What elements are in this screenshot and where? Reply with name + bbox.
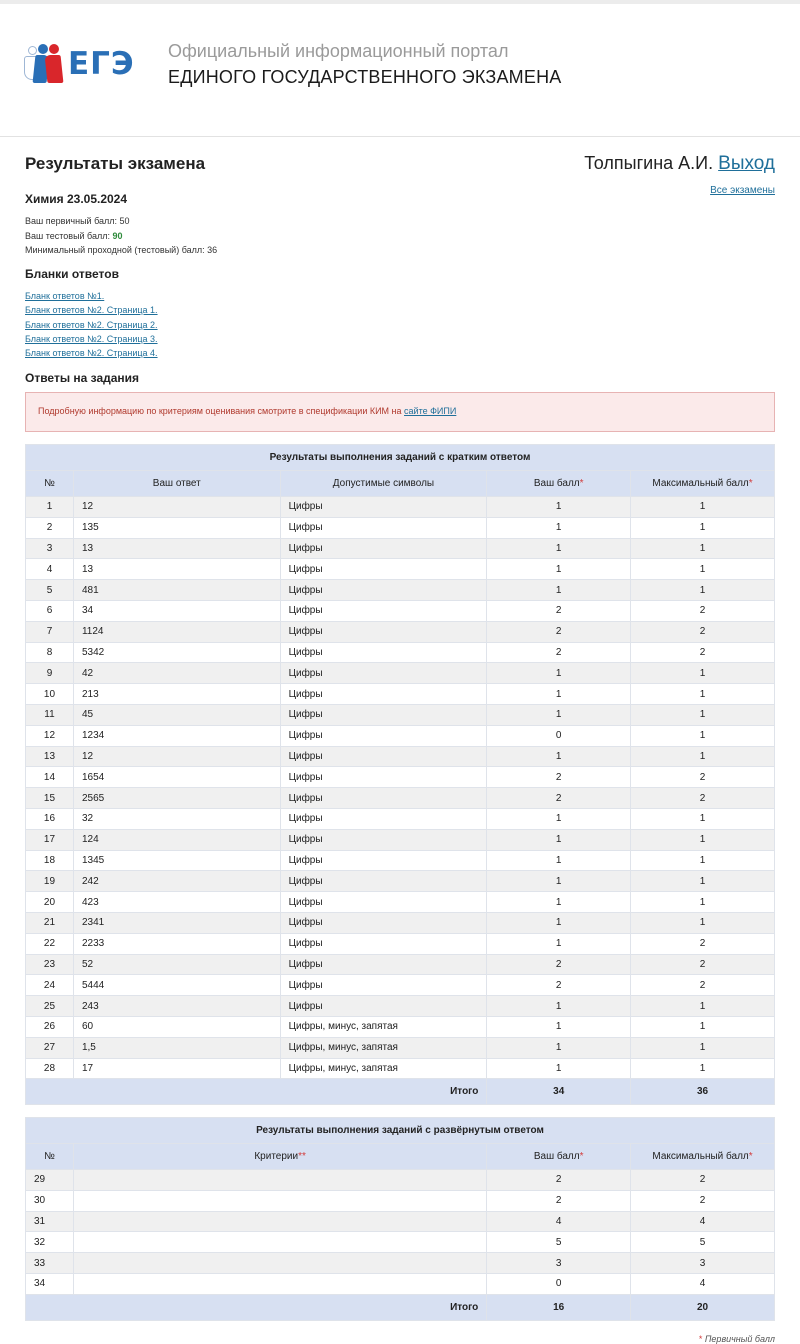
all-exams-link[interactable]: Все экзамены [710, 185, 775, 196]
answer-cell: 1234 [73, 725, 280, 746]
answer-cell: 13 [73, 559, 280, 580]
answer-cell: 52 [73, 954, 280, 975]
table-row [26, 725, 775, 746]
score-cell: 1 [487, 580, 631, 601]
col-max: Максимальный балл* [631, 1144, 775, 1170]
score-cell: 2 [487, 621, 631, 642]
logout-link[interactable]: Выход [718, 153, 775, 174]
table-row [26, 1211, 775, 1232]
task-number: 32 [26, 1232, 74, 1253]
max-score-cell: 5 [631, 1232, 775, 1253]
score-cell: 2 [487, 1190, 631, 1211]
max-score-cell: 4 [631, 1211, 775, 1232]
people-logo-icon [24, 42, 66, 86]
table-row [26, 975, 775, 996]
criteria-cell [73, 1273, 486, 1294]
task-number: 2 [26, 517, 74, 538]
table-row [26, 912, 775, 933]
long-total-score: 16 [487, 1294, 631, 1320]
symbols-cell: Цифры [280, 538, 487, 559]
score-cell: 1 [487, 1037, 631, 1058]
table-row [26, 517, 775, 538]
answer-cell: 45 [73, 704, 280, 725]
symbols-cell: Цифры [280, 497, 487, 518]
min-score-label: Минимальный проходной (тестовый) балл: [25, 245, 208, 255]
col-num: № [26, 1144, 74, 1170]
test-score-value: 90 [112, 231, 123, 241]
criteria-cell [73, 1190, 486, 1211]
answer-cell: 1124 [73, 621, 280, 642]
table-row [26, 892, 775, 913]
table-row [26, 933, 775, 954]
answer-cell: 242 [73, 871, 280, 892]
table-row [26, 704, 775, 725]
user-name: Толпыгина А.И. [584, 153, 714, 173]
symbols-cell: Цифры [280, 996, 487, 1017]
task-number: 1 [26, 497, 74, 518]
score-cell: 1 [487, 996, 631, 1017]
score-cell: 2 [487, 788, 631, 809]
max-score-cell: 2 [631, 642, 775, 663]
symbols-cell: Цифры [280, 621, 487, 642]
long-table-caption: Результаты выполнения заданий с развёрнутым ответом [26, 1118, 775, 1144]
answer-cell: 2233 [73, 933, 280, 954]
task-number: 18 [26, 850, 74, 871]
symbols-cell: Цифры [280, 704, 487, 725]
portal-subtitle: Официальный информационный портал [168, 41, 509, 61]
task-number: 6 [26, 600, 74, 621]
symbols-cell: Цифры [280, 850, 487, 871]
min-score [25, 245, 217, 255]
page-title: Результаты экзамена [25, 154, 206, 173]
task-number: 30 [26, 1190, 74, 1211]
score-cell: 1 [487, 559, 631, 580]
max-score-cell: 1 [631, 725, 775, 746]
short-total-label: Итого [26, 1079, 487, 1105]
max-score-cell: 1 [631, 497, 775, 518]
symbols-cell: Цифры, минус, запятая [280, 1037, 487, 1058]
answer-cell: 60 [73, 1016, 280, 1037]
answer-cell: 243 [73, 996, 280, 1017]
score-cell: 1 [487, 1058, 631, 1079]
criteria-cell [73, 1253, 486, 1274]
task-number: 4 [26, 559, 74, 580]
fipi-link[interactable]: сайте ФИПИ [404, 406, 457, 416]
blank-link-1[interactable]: Бланк ответов №1. [25, 291, 105, 301]
user-box [584, 153, 775, 175]
symbols-cell: Цифры [280, 954, 487, 975]
max-score-cell: 1 [631, 808, 775, 829]
table-row [26, 767, 775, 788]
max-score-cell: 2 [631, 954, 775, 975]
symbols-cell: Цифры [280, 663, 487, 684]
answer-cell: 17 [73, 1058, 280, 1079]
task-number: 23 [26, 954, 74, 975]
table-row [26, 996, 775, 1017]
task-number: 24 [26, 975, 74, 996]
primary-score-label: Ваш первичный балл: [25, 216, 120, 226]
score-cell: 0 [487, 725, 631, 746]
blank-link-2-page-2[interactable]: Бланк ответов №2. Страница 2. [25, 320, 158, 330]
max-score-cell: 2 [631, 933, 775, 954]
answer-cell: 481 [73, 580, 280, 601]
score-cell: 1 [487, 912, 631, 933]
score-cell: 3 [487, 1253, 631, 1274]
task-number: 20 [26, 892, 74, 913]
exam-title: Химия 23.05.2024 [25, 192, 128, 206]
max-score-cell: 2 [631, 975, 775, 996]
logo-text: ЕГЭ [68, 46, 135, 82]
task-number: 22 [26, 933, 74, 954]
answer-cell: 135 [73, 517, 280, 538]
symbols-cell: Цифры [280, 829, 487, 850]
col-symbols: Допустимые символы [280, 471, 487, 497]
score-cell: 1 [487, 538, 631, 559]
answer-cell: 423 [73, 892, 280, 913]
task-number: 17 [26, 829, 74, 850]
min-score-value: 36 [207, 245, 218, 255]
score-cell: 2 [487, 642, 631, 663]
max-score-cell: 1 [631, 850, 775, 871]
score-cell: 2 [487, 975, 631, 996]
task-number: 14 [26, 767, 74, 788]
task-number: 12 [26, 725, 74, 746]
max-score-cell: 1 [631, 559, 775, 580]
table-row [26, 600, 775, 621]
answer-cell: 1654 [73, 767, 280, 788]
table-row [26, 1190, 775, 1211]
test-score-label: Ваш тестовый балл: [25, 231, 113, 241]
table-row [26, 497, 775, 518]
task-number: 26 [26, 1016, 74, 1037]
max-score-cell: 1 [631, 892, 775, 913]
symbols-cell: Цифры [280, 892, 487, 913]
blank-link-2-page-3[interactable]: Бланк ответов №2. Страница 3. [25, 334, 158, 344]
answer-cell: 12 [73, 497, 280, 518]
table-row [26, 1273, 775, 1294]
task-number: 7 [26, 621, 74, 642]
symbols-cell: Цифры [280, 767, 487, 788]
task-number: 33 [26, 1253, 74, 1274]
symbols-cell: Цифры [280, 725, 487, 746]
table-row [26, 1253, 775, 1274]
long-answer-table [25, 1117, 775, 1321]
score-cell: 1 [487, 746, 631, 767]
max-score-cell: 1 [631, 912, 775, 933]
answer-cell: 213 [73, 684, 280, 705]
task-number: 13 [26, 746, 74, 767]
symbols-cell: Цифры [280, 975, 487, 996]
score-cell: 1 [487, 871, 631, 892]
long-total-label: Итого [26, 1294, 487, 1320]
max-score-cell: 1 [631, 1037, 775, 1058]
max-score-cell: 1 [631, 538, 775, 559]
symbols-cell: Цифры [280, 933, 487, 954]
task-number: 11 [26, 704, 74, 725]
score-cell: 1 [487, 1016, 631, 1037]
task-number: 15 [26, 788, 74, 809]
short-total-score: 34 [487, 1079, 631, 1105]
table-row [26, 871, 775, 892]
answer-cell: 124 [73, 829, 280, 850]
max-score-cell: 1 [631, 704, 775, 725]
col-answer: Ваш ответ [73, 471, 280, 497]
task-number: 34 [26, 1273, 74, 1294]
table-row [26, 559, 775, 580]
primary-score [25, 216, 130, 226]
task-number: 3 [26, 538, 74, 559]
symbols-cell: Цифры [280, 808, 487, 829]
criteria-cell [73, 1232, 486, 1253]
table-row [26, 580, 775, 601]
max-score-cell: 2 [631, 600, 775, 621]
answer-cell: 5342 [73, 642, 280, 663]
answer-cell: 5444 [73, 975, 280, 996]
short-answer-table [25, 444, 775, 1105]
score-cell: 1 [487, 829, 631, 850]
task-number: 31 [26, 1211, 74, 1232]
col-criteria: Критерии** [73, 1144, 486, 1170]
max-score-cell: 1 [631, 517, 775, 538]
task-number: 28 [26, 1058, 74, 1079]
table-row [26, 621, 775, 642]
max-score-cell: 3 [631, 1253, 775, 1274]
max-score-cell: 2 [631, 767, 775, 788]
max-score-cell: 1 [631, 871, 775, 892]
symbols-cell: Цифры [280, 684, 487, 705]
short-total-max: 36 [631, 1079, 775, 1105]
score-cell: 1 [487, 850, 631, 871]
table-row [26, 1037, 775, 1058]
site-header [0, 4, 800, 137]
task-number: 10 [26, 684, 74, 705]
answer-cell: 1345 [73, 850, 280, 871]
table-row [26, 1058, 775, 1079]
table-row [26, 850, 775, 871]
max-score-cell: 2 [631, 621, 775, 642]
table-row [26, 663, 775, 684]
primary-score-value: 50 [119, 216, 130, 226]
max-score-cell: 1 [631, 746, 775, 767]
score-cell: 2 [487, 600, 631, 621]
score-cell: 1 [487, 517, 631, 538]
blanks-title: Бланки ответов [25, 267, 119, 281]
symbols-cell: Цифры [280, 871, 487, 892]
symbols-cell: Цифры [280, 559, 487, 580]
table-row [26, 788, 775, 809]
answer-cell: 42 [73, 663, 280, 684]
score-cell: 2 [487, 767, 631, 788]
score-cell: 0 [487, 1273, 631, 1294]
max-score-cell: 1 [631, 684, 775, 705]
table-row [26, 684, 775, 705]
short-table-caption: Результаты выполнения заданий с кратким ответом [26, 445, 775, 471]
symbols-cell: Цифры, минус, запятая [280, 1058, 487, 1079]
score-cell: 1 [487, 663, 631, 684]
table-row [26, 808, 775, 829]
answer-cell: 2341 [73, 912, 280, 933]
criteria-cell [73, 1211, 486, 1232]
task-number: 16 [26, 808, 74, 829]
score-cell: 2 [487, 1170, 631, 1191]
task-number: 25 [26, 996, 74, 1017]
ege-logo[interactable] [24, 42, 139, 86]
score-cell: 1 [487, 892, 631, 913]
answer-cell: 34 [73, 600, 280, 621]
symbols-cell: Цифры [280, 517, 487, 538]
answer-cell: 13 [73, 538, 280, 559]
portal-title: ЕДИНОГО ГОСУДАРСТВЕННОГО ЭКЗАМЕНА [168, 67, 562, 87]
symbols-cell: Цифры [280, 642, 487, 663]
max-score-cell: 2 [631, 1190, 775, 1211]
table-row [26, 1016, 775, 1037]
long-total-max: 20 [631, 1294, 775, 1320]
notice-text: Подробную информацию по критериям оценивания смотрите в спецификации КИМ на [38, 406, 405, 416]
score-cell: 1 [487, 497, 631, 518]
symbols-cell: Цифры [280, 580, 487, 601]
answer-cell: 32 [73, 808, 280, 829]
score-cell: 1 [487, 808, 631, 829]
test-score [25, 231, 123, 241]
task-number: 21 [26, 912, 74, 933]
max-score-cell: 1 [631, 1058, 775, 1079]
symbols-cell: Цифры [280, 600, 487, 621]
task-number: 9 [26, 663, 74, 684]
table-row [26, 829, 775, 850]
max-score-cell: 2 [631, 788, 775, 809]
symbols-cell: Цифры [280, 912, 487, 933]
score-cell: 1 [487, 704, 631, 725]
task-number: 8 [26, 642, 74, 663]
score-cell: 2 [487, 954, 631, 975]
max-score-cell: 1 [631, 829, 775, 850]
footnote-primary-score: * Первичный балл [698, 1334, 775, 1344]
symbols-cell: Цифры [280, 788, 487, 809]
score-cell: 1 [487, 684, 631, 705]
score-cell: 5 [487, 1232, 631, 1253]
max-score-cell: 1 [631, 580, 775, 601]
table-row [26, 642, 775, 663]
max-score-cell: 1 [631, 663, 775, 684]
score-cell: 4 [487, 1211, 631, 1232]
max-score-cell: 4 [631, 1273, 775, 1294]
table-row [26, 746, 775, 767]
col-score: Ваш балл* [487, 1144, 631, 1170]
max-score-cell: 1 [631, 1016, 775, 1037]
blank-link-2-page-1[interactable]: Бланк ответов №2. Страница 1. [25, 305, 158, 315]
task-number: 5 [26, 580, 74, 601]
blank-link-2-page-4[interactable]: Бланк ответов №2. Страница 4. [25, 348, 158, 358]
col-score: Ваш балл* [487, 471, 631, 497]
symbols-cell: Цифры [280, 746, 487, 767]
col-num: № [26, 471, 74, 497]
task-number: 27 [26, 1037, 74, 1058]
answer-cell: 12 [73, 746, 280, 767]
task-number: 29 [26, 1170, 74, 1191]
max-score-cell: 1 [631, 996, 775, 1017]
criteria-cell [73, 1170, 486, 1191]
criteria-notice [25, 392, 775, 432]
symbols-cell: Цифры, минус, запятая [280, 1016, 487, 1037]
max-score-cell: 2 [631, 1170, 775, 1191]
table-row [26, 538, 775, 559]
score-cell: 1 [487, 933, 631, 954]
table-row [26, 1170, 775, 1191]
answer-cell: 1,5 [73, 1037, 280, 1058]
answer-cell: 2565 [73, 788, 280, 809]
col-max: Максимальный балл* [631, 471, 775, 497]
table-row [26, 1232, 775, 1253]
task-number: 19 [26, 871, 74, 892]
table-row [26, 954, 775, 975]
answers-title: Ответы на задания [25, 371, 140, 385]
